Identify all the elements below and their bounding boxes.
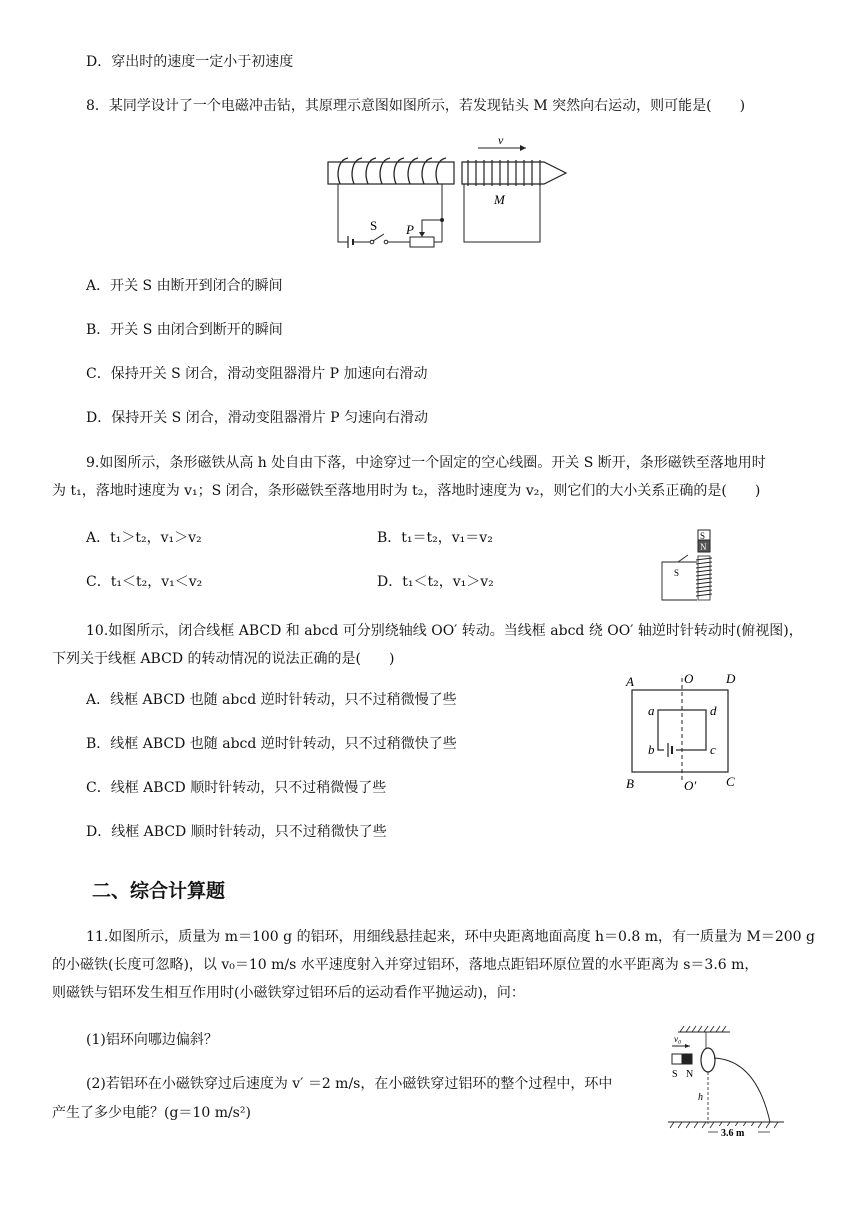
q9-option-d: D．t₁＜t₂，v₁＞v₂ bbox=[377, 574, 494, 590]
corner-label-b-upper: B bbox=[626, 776, 634, 791]
q11-stem-line3: 则磁铁与铝环发生相互作用时(小磁铁穿过铝环后的运动看作平抛运动)，问： bbox=[52, 985, 525, 1001]
q10-option-d: D．线框 ABCD 顺时针转动，只不过稍微快了些 bbox=[86, 824, 387, 840]
height-label: h bbox=[698, 1092, 703, 1103]
corner-label-a-upper: A bbox=[626, 674, 634, 689]
corner-label-b: b bbox=[648, 742, 655, 757]
distance-label: 3.6 m bbox=[721, 1128, 745, 1139]
section-heading: 二、综合计算题 bbox=[92, 880, 226, 902]
q10-stem-line2: 下列关于线框 ABCD 的转动情况的说法正确的是( ) bbox=[52, 651, 395, 667]
q8-option-d: D．保持开关 S 闭合，滑动变阻器滑片 P 匀速向右滑动 bbox=[86, 410, 429, 426]
q11-sub-question-2-line1: (2)若铝环在小磁铁穿过后速度为 v′ ＝2 m/s，在小磁铁穿过铝环的整个过程中，环中 bbox=[86, 1076, 613, 1092]
q8-figure bbox=[326, 134, 576, 250]
initial-velocity-label: v₀ bbox=[674, 1034, 682, 1044]
q10-figure bbox=[620, 668, 750, 794]
q9-figure bbox=[656, 528, 722, 608]
axis-label-o-prime: O′ bbox=[684, 778, 697, 793]
q11-stem-line2: 的小磁铁(长度可忽略)，以 v₀＝10 m/s 水平速度射入并穿过铝环，落地点距铝环原位置的水平距离为 s＝3.6 m， bbox=[52, 957, 759, 973]
q10-option-b: B．线框 ABCD 也随 abcd 逆时针转动，只不过稍微快了些 bbox=[86, 736, 457, 752]
magnet-pole-s: S bbox=[700, 531, 706, 541]
q7-option-d: D．穿出时的速度一定小于初速度 bbox=[86, 54, 294, 70]
magnet-pole-s: S bbox=[672, 1069, 678, 1080]
q10-stem-line1: 10.如图所示，闭合线框 ABCD 和 abcd 可分别绕轴线 OO′ 转动。当线框 abcd 绕 OO′ 轴逆时针转动时(俯视图)， bbox=[86, 623, 803, 639]
q8-stem: 8．某同学设计了一个电磁冲击钻，其原理示意图如图所示，若发现钻头 M 突然向右运动，则可能是( ) bbox=[86, 98, 746, 114]
magnet-pole-n: N bbox=[700, 542, 707, 552]
corner-label-d: d bbox=[710, 703, 717, 718]
q8-option-a: A．开关 S 由断开到闭合的瞬间 bbox=[86, 278, 283, 294]
q11-stem-line1: 11.如图所示，质量为 m＝100 g 的铝环，用细线悬挂起来，环中央距离地面高度 h＝0.8 m，有一质量为 M＝200 g bbox=[86, 929, 815, 945]
q10-option-c: C．线框 ABCD 顺时针转动，只不过稍微慢了些 bbox=[86, 780, 387, 796]
drill-label-m: M bbox=[494, 192, 505, 207]
q8-option-b: B．开关 S 由闭合到断开的瞬间 bbox=[86, 322, 283, 338]
q11-sub-question-1: (1)铝环向哪边偏斜？ bbox=[86, 1032, 218, 1048]
q9-option-b: B．t₁＝t₂，v₁＝v₂ bbox=[377, 530, 493, 546]
corner-label-a: a bbox=[648, 703, 655, 718]
q9-stem-line1: 9.如图所示，条形磁铁从高 h 处自由下落，中途穿过一个固定的空心线圈。开关 S 断开，条形磁铁至落地用时 bbox=[86, 455, 766, 471]
q9-option-a: A．t₁＞t₂，v₁＞v₂ bbox=[86, 530, 202, 546]
q8-option-c: C．保持开关 S 闭合，滑动变阻器滑片 P 加速向右滑动 bbox=[86, 366, 428, 382]
corner-label-d-upper: D bbox=[726, 671, 736, 686]
q11-figure bbox=[664, 1024, 788, 1142]
switch-label-s: S bbox=[674, 568, 680, 578]
q9-option-c: C．t₁＜t₂，v₁＜v₂ bbox=[86, 574, 203, 590]
velocity-label: v bbox=[498, 134, 504, 147]
axis-label-o: O bbox=[684, 671, 694, 686]
magnet-pole-n: N bbox=[686, 1069, 694, 1080]
q9-stem-line2: 为 t₁，落地时速度为 v₁；S 闭合，条形磁铁至落地用时为 t₂，落地时速度为 v₂，则它们的大小关系正确的是( ) bbox=[52, 483, 761, 499]
q10-option-a: A．线框 ABCD 也随 abcd 逆时针转动，只不过稍微慢了些 bbox=[86, 692, 457, 708]
switch-label-s: S bbox=[370, 218, 378, 233]
slider-label-p: P bbox=[406, 222, 414, 237]
corner-label-c: c bbox=[710, 742, 716, 757]
q11-sub-question-2-line2: 产生了多少电能？(g＝10 m/s²) bbox=[52, 1105, 251, 1121]
corner-label-c-upper: C bbox=[726, 774, 735, 789]
